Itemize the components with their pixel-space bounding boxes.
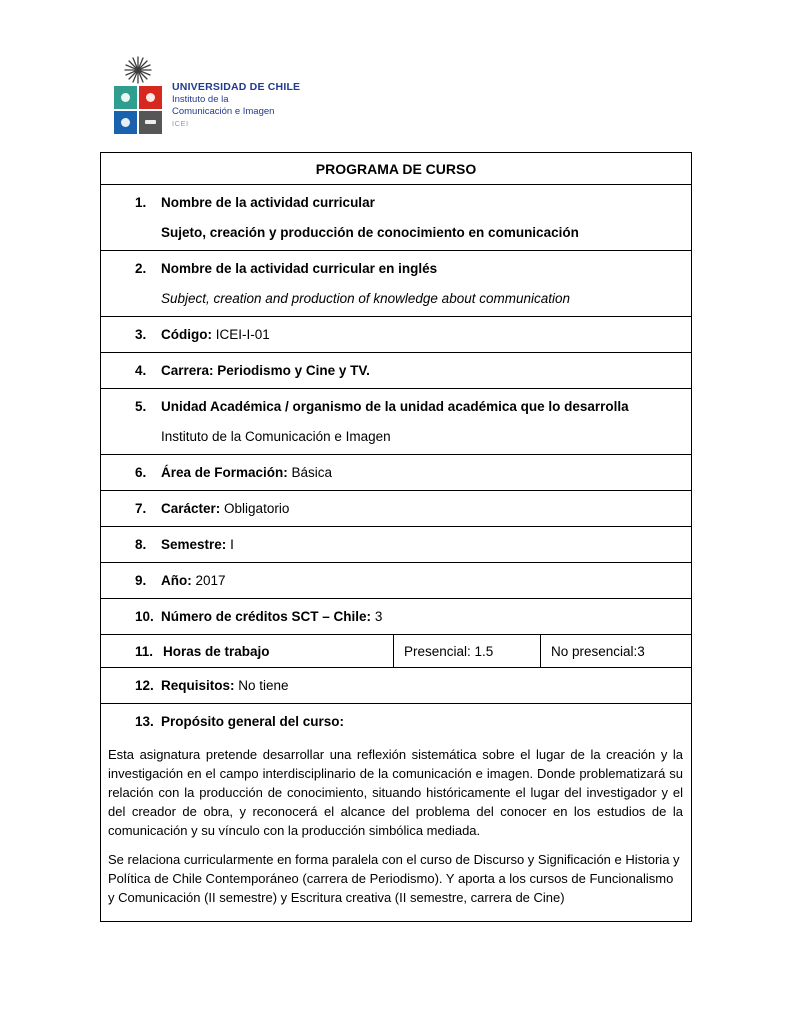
purpose-body	[101, 733, 691, 921]
item-label: Requisitos:	[161, 678, 235, 693]
university-logo	[114, 55, 300, 134]
logo-squares	[114, 86, 162, 134]
row-nombre-actividad	[101, 185, 691, 251]
row-nombre-actividad-ingles	[101, 251, 691, 317]
item-value: 3	[374, 609, 383, 624]
row-horas-trabajo	[101, 635, 691, 668]
item-label: Número de créditos SCT – Chile:	[161, 609, 372, 624]
hours-presencial-cell: Presencial: 1.5	[393, 635, 540, 667]
logo-square-red	[139, 86, 162, 109]
item-label: Carrera:	[161, 363, 214, 378]
item-number: 3.	[135, 327, 147, 342]
item-number: 10.	[135, 609, 154, 624]
row-codigo	[101, 317, 691, 353]
item-number: 11.	[135, 644, 154, 659]
logo-university-name: UNIVERSIDAD DE CHILE	[172, 81, 301, 93]
item-number: 13.	[135, 714, 154, 729]
item-label: Año:	[161, 573, 192, 588]
row-unidad-academica	[101, 389, 691, 455]
logo-square-dark	[139, 111, 162, 134]
item-number: 7.	[135, 501, 147, 516]
logo-institute-line1: Instituto de la	[172, 94, 229, 106]
item-value: ICEI-I-01	[215, 327, 270, 342]
item-value: Sujeto, creación y producción de conocimiento en comunicación	[161, 225, 579, 240]
item-value: Instituto de la Comunicación e Imagen	[161, 429, 391, 444]
row-carrera	[101, 353, 691, 389]
item-label: Unidad Académica / organismo de la unidad académica que lo desarrolla	[161, 399, 629, 414]
row-semestre	[101, 527, 691, 563]
starburst-icon	[123, 55, 153, 85]
item-label: Código:	[161, 327, 212, 342]
item-number: 9.	[135, 573, 147, 588]
item-number: 4.	[135, 363, 147, 378]
logo-text-block	[172, 55, 300, 128]
row-caracter	[101, 491, 691, 527]
item-label: Nombre de la actividad curricular	[161, 195, 375, 210]
item-value: 2017	[195, 573, 226, 588]
item-value: No tiene	[238, 678, 289, 693]
item-number: 5.	[135, 399, 147, 414]
logo-institute-line2: Comunicación e Imagen	[172, 106, 275, 117]
item-label: Propósito general del curso:	[161, 714, 345, 729]
item-label: Área de Formación:	[161, 465, 288, 480]
hours-no-presencial-cell: No presencial:3	[540, 635, 691, 667]
row-area-formacion	[101, 455, 691, 491]
item-number: 8.	[135, 537, 147, 552]
row-ano	[101, 563, 691, 599]
purpose-paragraph-1: Esta asignatura pretende desarrollar una reflexión sistemática sobre el lugar de la creación y la investigación en el campo interdisciplinario de la comunicación e imagen. Donde problematizará su relación con la producción de conocimiento, situando históricamente el lugar del investigador y el del creador de obra, y reconocerá el alcance del problema del conocer en los estudios de la comunicación y su vínculo con la producción simbólica mediada.	[108, 747, 683, 838]
logo-square-blue	[114, 111, 137, 134]
hours-label-cell	[101, 635, 393, 667]
item-label: Carácter:	[161, 501, 221, 516]
item-number: 2.	[135, 261, 147, 276]
row-creditos	[101, 599, 691, 635]
item-number: 6.	[135, 465, 147, 480]
purpose-heading	[101, 704, 691, 733]
item-label: Horas de trabajo	[163, 644, 270, 659]
logo-acronym: ICEI	[172, 118, 189, 128]
item-number: 12.	[135, 678, 154, 693]
item-label: Semestre:	[161, 537, 227, 552]
logo-mark	[114, 55, 162, 134]
table-title: PROGRAMA DE CURSO	[101, 153, 691, 185]
logo-square-teal	[114, 86, 137, 109]
item-value: I	[230, 537, 234, 552]
row-requisitos	[101, 668, 691, 704]
item-number: 1.	[135, 195, 147, 210]
item-label: Nombre de la actividad curricular en inglés	[161, 261, 438, 276]
item-value: Obligatorio	[224, 501, 290, 516]
item-value: Básica	[291, 465, 333, 480]
row-proposito	[101, 704, 691, 921]
course-program-table	[100, 152, 692, 922]
purpose-paragraph-2: Se relaciona curricularmente en forma paralela con el curso de Discurso y Significación e Historia y Política de Chile Contemporáneo (carrera de Periodismo). Y aporta a los cursos de Funcionalismo y Comunicación (II semestre) y Escritura creativa (II semestre, carrera de Cine)	[108, 852, 680, 905]
item-value: Periodismo y Cine y TV.	[217, 363, 370, 378]
item-value: Subject, creation and production of knowledge about communication	[161, 291, 571, 306]
